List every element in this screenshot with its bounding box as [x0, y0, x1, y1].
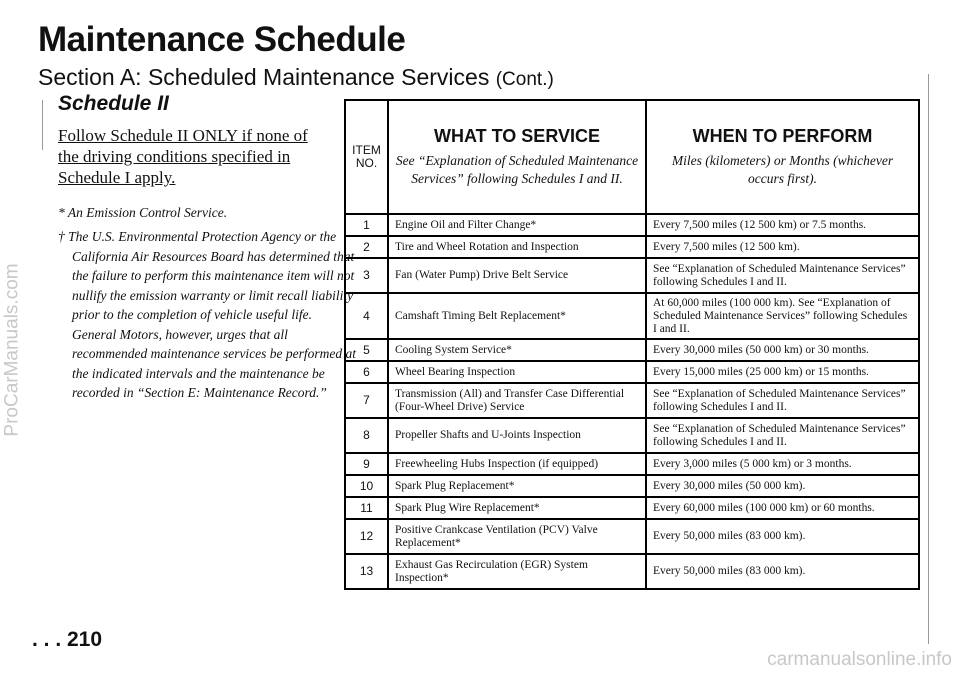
service-item: Transmission (All) and Transfer Case Differential (Four-Wheel Drive) Service	[388, 383, 646, 418]
table-row	[345, 339, 919, 361]
table-row	[345, 418, 919, 453]
service-item: Wheel Bearing Inspection	[388, 361, 646, 383]
item-number: 9	[345, 453, 388, 475]
item-number: 6	[345, 361, 388, 383]
service-interval: See “Explanation of Scheduled Maintenance Services” following Schedules I and II.	[646, 418, 919, 453]
service-item: Fan (Water Pump) Drive Belt Service	[388, 258, 646, 293]
service-item: Exhaust Gas Recirculation (EGR) System Inspection*	[388, 554, 646, 589]
table-row	[345, 554, 919, 589]
service-item: Cooling System Service*	[388, 339, 646, 361]
service-interval: Every 50,000 miles (83 000 km).	[646, 554, 919, 589]
service-item: Spark Plug Replacement*	[388, 475, 646, 497]
section-title-cont: (Cont.)	[495, 69, 554, 90]
service-item: Engine Oil and Filter Change*	[388, 214, 646, 236]
bottom-watermark: carmanualsonline.info	[767, 649, 952, 670]
what-to-service-subtitle: See “Explanation of Scheduled Maintenance Services” following Schedules I and II.	[395, 153, 639, 186]
item-number-header: ITEM NO.	[345, 100, 388, 214]
section-title	[38, 64, 554, 91]
table-row	[345, 453, 919, 475]
item-number: 8	[345, 418, 388, 453]
table-row	[345, 519, 919, 554]
item-number: 7	[345, 383, 388, 418]
page-title: Maintenance Schedule	[38, 20, 406, 59]
footnote-epa: † The U.S. Environmental Protection Agency or the California Air Resources Board has determined that the failure to perform this maintenance item will not nullify the emission warranty or limit recall liability prior to the completion of vehicle useful life. General Motors, however, urges that all recommended maintenance services be performed at the indicated intervals and the maintenance be recorded in “Section E: Maintenance Record.”	[58, 229, 357, 400]
section-title-main: Section A: Scheduled Maintenance Services	[38, 64, 490, 90]
table-row	[345, 475, 919, 497]
service-interval: At 60,000 miles (100 000 km). See “Explanation of Scheduled Maintenance Services” following Schedules I and II.	[646, 293, 919, 339]
table-header-row	[345, 100, 919, 214]
service-item: Spark Plug Wire Replacement*	[388, 497, 646, 519]
right-divider	[928, 74, 929, 644]
item-number: 5	[345, 339, 388, 361]
footnote-emission: * An Emission Control Service.	[58, 205, 228, 220]
item-number: 11	[345, 497, 388, 519]
item-number: 12	[345, 519, 388, 554]
item-number: 13	[345, 554, 388, 589]
service-item: Camshaft Timing Belt Replacement*	[388, 293, 646, 339]
service-item: Propeller Shafts and U-Joints Inspection	[388, 418, 646, 453]
page-number: . . . 210	[32, 628, 103, 651]
item-number: 4	[345, 293, 388, 339]
maintenance-table	[344, 99, 920, 590]
service-item: Freewheeling Hubs Inspection (if equipped)	[388, 453, 646, 475]
schedule-heading: Schedule II	[58, 92, 169, 115]
item-number: 1	[345, 214, 388, 236]
service-interval: See “Explanation of Scheduled Maintenance Services” following Schedules I and II.	[646, 383, 919, 418]
when-to-perform-header	[646, 100, 919, 214]
schedule-intro: Follow Schedule II ONLY if none of the driving conditions specified in Schedule I apply.	[58, 126, 308, 187]
table-row	[345, 293, 919, 339]
service-interval: Every 50,000 miles (83 000 km).	[646, 519, 919, 554]
table-row	[345, 361, 919, 383]
service-interval: Every 7,500 miles (12 500 km) or 7.5 months.	[646, 214, 919, 236]
table-row	[345, 258, 919, 293]
left-divider	[42, 100, 43, 150]
service-interval: Every 30,000 miles (50 000 km).	[646, 475, 919, 497]
table-row	[345, 497, 919, 519]
what-to-service-header	[388, 100, 646, 214]
side-watermark	[2, 120, 24, 580]
item-number: 3	[345, 258, 388, 293]
item-number: 10	[345, 475, 388, 497]
service-interval: Every 7,500 miles (12 500 km).	[646, 236, 919, 258]
service-interval: Every 60,000 miles (100 000 km) or 60 months.	[646, 497, 919, 519]
item-number: 2	[345, 236, 388, 258]
service-item: Tire and Wheel Rotation and Inspection	[388, 236, 646, 258]
table-row	[345, 383, 919, 418]
side-watermark-text: ProCarManuals.com	[2, 263, 24, 437]
service-interval: Every 3,000 miles (5 000 km) or 3 months.	[646, 453, 919, 475]
table-row	[345, 236, 919, 258]
service-interval: See “Explanation of Scheduled Maintenance Services” following Schedules I and II.	[646, 258, 919, 293]
service-item: Positive Crankcase Ventilation (PCV) Valve Replacement*	[388, 519, 646, 554]
when-to-perform-title: WHEN TO PERFORM	[692, 126, 873, 146]
table-row	[345, 214, 919, 236]
service-interval: Every 30,000 miles (50 000 km) or 30 months.	[646, 339, 919, 361]
when-to-perform-subtitle: Miles (kilometers) or Months (whichever occurs first).	[671, 153, 894, 186]
service-interval: Every 15,000 miles (25 000 km) or 15 months.	[646, 361, 919, 383]
what-to-service-title: WHAT TO SERVICE	[433, 126, 601, 146]
